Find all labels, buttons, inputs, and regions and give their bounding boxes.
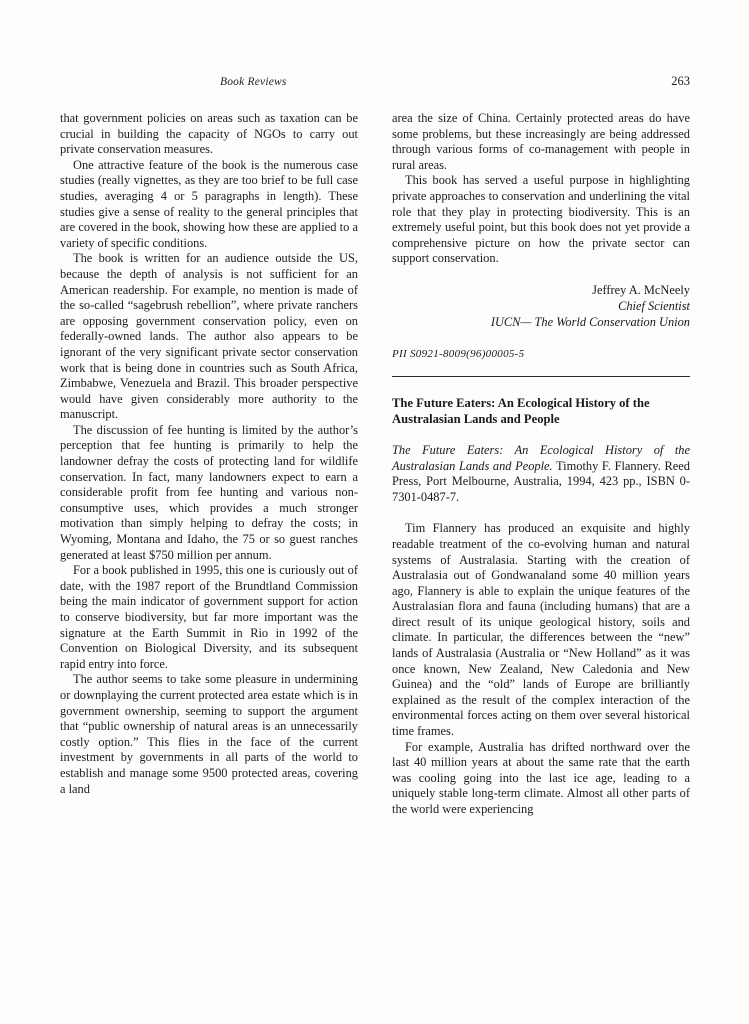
reviewer-organization: IUCN— The World Conservation Union [490,314,690,329]
pii-identifier: PII S0921-8009(96)00005-5 [392,347,525,360]
paragraph: For example, Australia has drifted northward over the last 40 million years at about the same rate that the earth was cooling going into the last ice age, leading to a uniquely stable long-term climate. Almost all other parts of the world were experiencing [392,739,690,816]
running-head-journal: Book Reviews [220,76,287,88]
left-column [60,111,358,818]
book-reference-italic: The Future Eaters: An Ecological History of the Australasian Lands and People. [392,442,690,473]
reviewer-name: Jeffrey A. McNeely [592,282,690,297]
review-signature [392,282,690,330]
section-divider [392,376,690,377]
reviewer-title: Chief Scientist [618,298,690,313]
page-number: 263 [671,74,690,88]
running-head [60,74,690,89]
book-reference-rest: Timothy F. Flannery. Reed Press, Port Melbourne, Australia, 1994, 423 pp., ISBN 0-7301-0487-7. [392,458,691,504]
paragraph: Tim Flannery has produced an exquisite and highly readable treatment of the co-evolving human and natural systems of Australasia. Starting with the creation of Australasia out of Gondwanaland some 40 million years ago, Flannery is able to explain the unique features of the Australasian flora and fauna (including humans) that are a direct result of its unique geological history, soils and climate. In particular, the differences between the “new” lands of Australasia (Australia or “New Holland” as it was once known, New Zealand, New Caledonia and New Guinea) and the “old” lands of Europe are brilliantly explained as the result of the complex interaction of the environmental forces acting on them over several historical time frames. [392,521,690,739]
book-review-title: The Future Eaters: An Ecological History of the Australasian Lands and People [392,395,650,426]
two-column-layout [60,111,690,818]
paragraph: This book has served a useful purpose in highlighting private approaches to conservation and underlining the vital role that they play in protecting biodiversity. This is an extremely useful point, but this book does not yet provide a comprehensive picture on how the private sector can support conservation. [392,173,690,266]
paragraph: The author seems to take some pleasure in undermining or downplaying the current protected area estate which is in government ownership, seeming to support the argument that “public ownership of natural areas is an unnecessarily costly option.” This flies in the face of the current investment by governments in all parts of the world to establish and manage some 9500 protected areas, covering a land [60,672,358,796]
paragraph: For a book published in 1995, this one is curiously out of date, with the 1987 report of the Brundtland Commission being the main indicator of government support for action to conserve biodiversity, but far more important was the signature at the Earth Summit in Rio in 1992 of the Convention on Biological Diversity, and its subsequent rapid entry into force. [60,563,358,671]
paragraph: The discussion of fee hunting is limited by the author’s perception that fee hunting is primarily to help the landowner defray the costs of protecting land for wildlife conservation. In fact, many landowners expect to earn a considerable profit from fee hunting and various non-consumptive uses, which provides a much stronger motivation than simply helping to defray the costs; in Wyoming, Montana and Idaho, the 75 or so guest ranches generated at least $750 million per annum. [60,422,358,562]
paragraph: area the size of China. Certainly protected areas do have some problems, but these increasingly are being addressed through various forms of co-management with people in rural areas. [392,111,690,172]
book-reference [392,443,690,505]
page-content [60,74,690,818]
right-column [392,111,690,818]
paragraph: that government policies on areas such as taxation can be crucial in building the capacity of NGOs to carry out private conservation measures. [60,111,358,157]
paragraph: One attractive feature of the book is the numerous case studies (really vignettes, as they are too brief to be full case studies, averaging 4 or 5 paragraphs in length). These studies give a sense of reality to the general principles that are covered in the book, showing how these are applied to a variety of specific conditions. [60,157,358,250]
paragraph: The book is written for an audience outside the US, because the depth of analysis is not sufficient for an American readership. For example, no mention is made of the so-called “sagebrush rebellion”, where private ranchers are opposing government conservation policy, even on federally-owned lands. The author also appears to be ignorant of the very significant private sector conservation work that is being done in countries such as South Africa, Zimbabwe, Venezuela and Brazil. This broader perspective would have given considerably more authority to the manuscript. [60,251,358,422]
